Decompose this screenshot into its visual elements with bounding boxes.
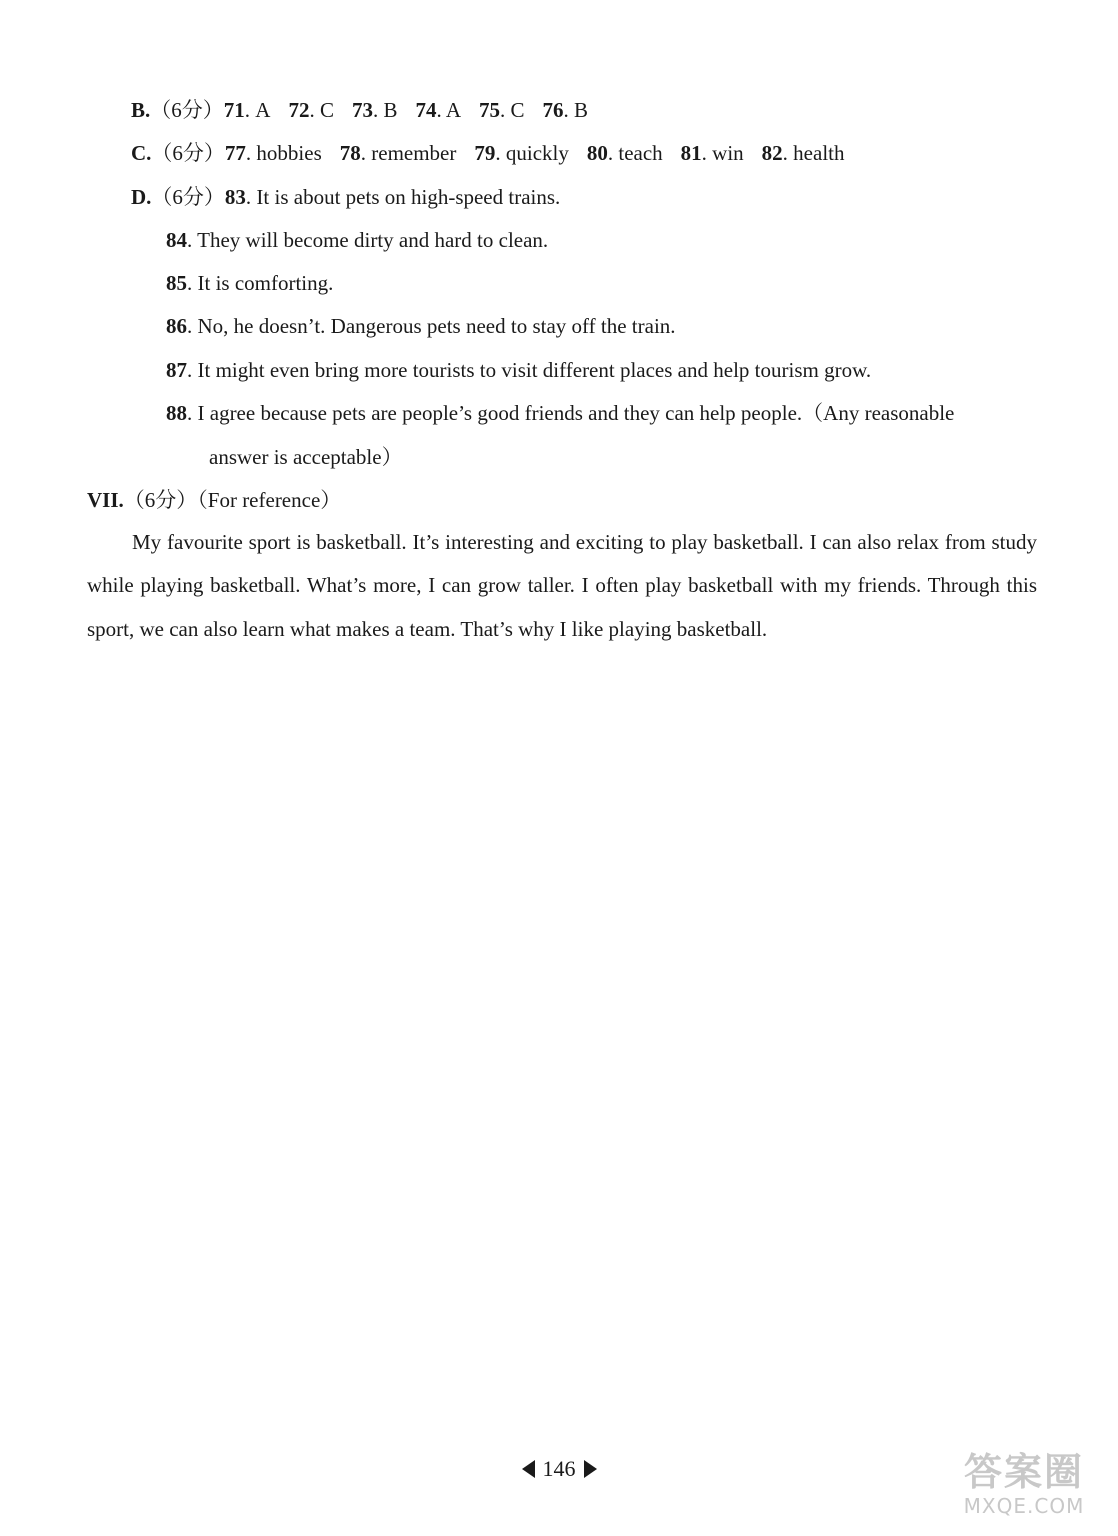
answer-line: 86. No, he doesn’t. Dangerous pets need to stay off the train. [166, 314, 676, 338]
answer-line: 84. They will become dirty and hard to clean. [166, 228, 549, 252]
answer-text: answer is acceptable） [209, 445, 403, 469]
answer-value: C [319, 98, 334, 122]
answer-value: B [383, 98, 398, 122]
answer-text: I agree because pets are people’s good friends and they can help people.（Any reasonable [197, 401, 955, 425]
answer-line: 88. I agree because pets are people’s good friends and they can help people.（Any reasonable [166, 401, 955, 425]
watermark-bottom-text: MXQE.COM [963, 1494, 1085, 1518]
section-d-line: D.（6分）83. It is about pets on high-speed trains. [131, 185, 561, 209]
section-c-score: （6分） [151, 141, 225, 165]
section-b-label: B. [131, 98, 151, 122]
section-b-line: B.（6分）71. A 72. C 73. B 74. A 75. C 76. B [131, 98, 589, 122]
essay-text: My favourite sport is basketball. It’s interesting and exciting to play basketball. I can also relax from study while playing basketball. What’s more, I can grow taller. I often play basketball with my friends. Through this sport, we can also learn what makes a team. That’s why I like playing basketball. [87, 530, 1037, 641]
answer-text: It is about pets on high-speed trains. [256, 185, 561, 209]
answer-num: 74 [415, 98, 437, 122]
section-c-label: C. [131, 141, 152, 165]
answer-value: quickly [505, 141, 569, 165]
answer-num: 80 [586, 141, 608, 165]
section-vii-score: （6分） [123, 488, 198, 512]
answer-line: 87. It might even bring more tourists to visit different places and help tourism grow. [166, 358, 872, 382]
section-b-score: （6分） [150, 98, 224, 122]
answer-text: No, he doesn’t. Dangerous pets need to stay off the train. [197, 314, 676, 338]
answer-line: 85. It is comforting. [166, 271, 334, 295]
section-vii-line [87, 487, 341, 513]
page-number: 146 [542, 1456, 576, 1481]
answer-num: 86 [166, 314, 187, 338]
answer-line-continuation [209, 444, 403, 470]
answer-num: 78 [339, 141, 361, 165]
answer-text: They will become dirty and hard to clean. [197, 228, 549, 252]
answer-value: C [510, 98, 525, 122]
answer-num: 73 [351, 98, 373, 122]
answer-value: B [574, 98, 589, 122]
triangle-left-icon [522, 1460, 535, 1478]
answer-num: 79 [474, 141, 496, 165]
answer-num: 71 [223, 98, 245, 122]
answer-value: remember [371, 141, 457, 165]
answer-num: 85 [166, 271, 187, 295]
answer-value: hobbies [256, 141, 322, 165]
answer-value: A [255, 98, 271, 122]
answer-text: It is comforting. [197, 271, 334, 295]
answer-value: teach [618, 141, 663, 165]
answer-num: 81 [680, 141, 702, 165]
watermark-top-text: 答案圈 [963, 1450, 1084, 1494]
section-vii-note: （For reference） [197, 488, 342, 512]
section-c-line: C.（6分）77. hobbies 78. remember 79. quickly 80. teach 81. win 82. health [131, 141, 845, 165]
watermark-logo [944, 1450, 1104, 1530]
answer-value: win [712, 141, 744, 165]
answer-num: 88 [166, 401, 187, 425]
answer-num: 76 [542, 98, 564, 122]
answer-num: 82 [761, 141, 783, 165]
answer-num: 87 [166, 358, 187, 382]
answer-num: 84 [166, 228, 187, 252]
essay-paragraph [87, 521, 1037, 651]
answer-value: A [445, 98, 461, 122]
answer-num: 77 [224, 141, 246, 165]
answer-value: health [793, 141, 845, 165]
section-d-label: D. [131, 185, 152, 209]
triangle-right-icon [584, 1460, 597, 1478]
answer-num: 72 [288, 98, 310, 122]
answer-text: It might even bring more tourists to visit different places and help tourism grow. [197, 358, 872, 382]
section-d-score: （6分） [151, 185, 225, 209]
section-vii-label: VII. [87, 488, 124, 512]
answer-num: 83 [224, 185, 246, 209]
answer-num: 75 [478, 98, 500, 122]
